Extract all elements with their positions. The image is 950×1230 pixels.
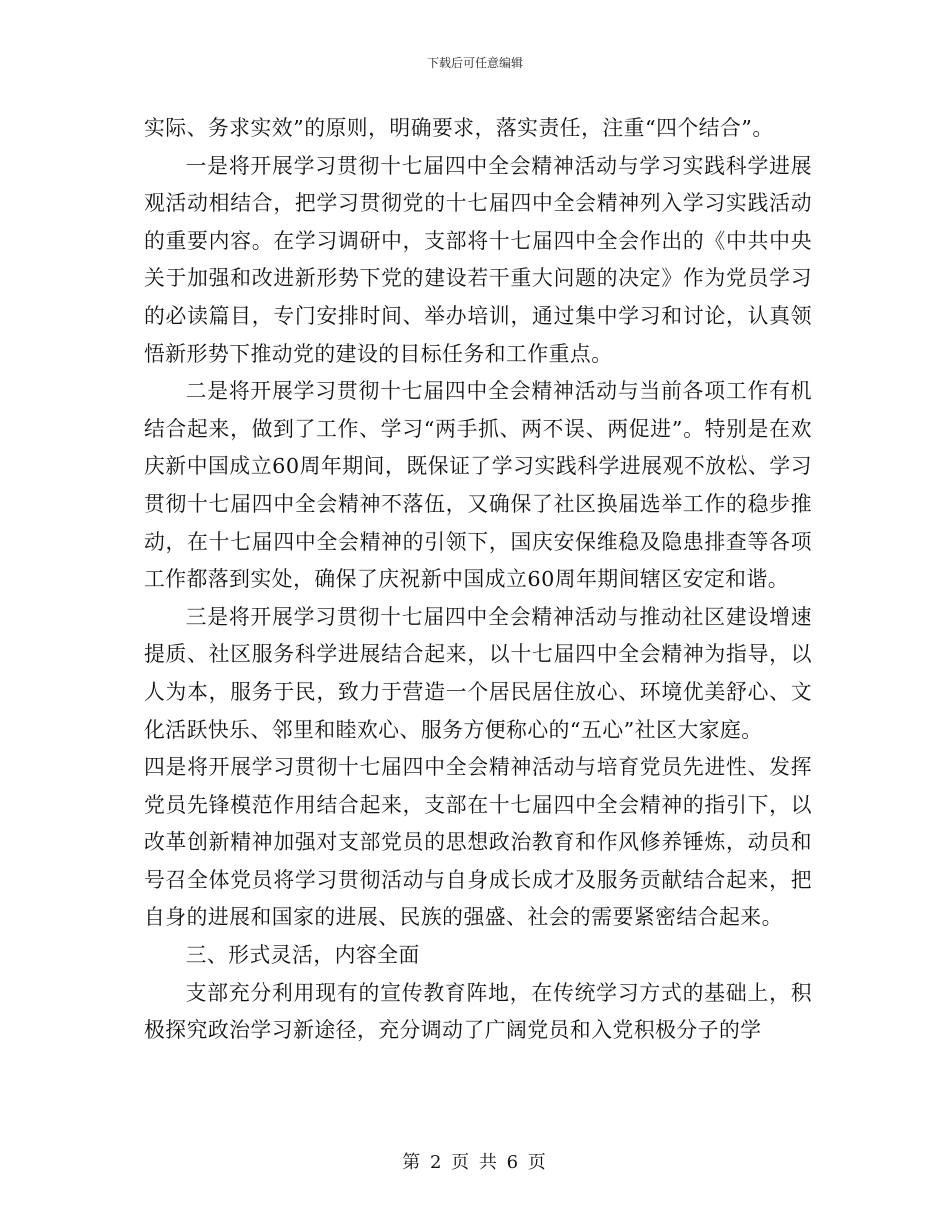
section-heading: 三、形式灵活，内容全面 — [185, 943, 420, 968]
paragraph: 实际、务求实效”的原则，明确要求，落实责任，注重“四个结合”。 — [144, 116, 774, 140]
document-body — [144, 110, 812, 1050]
page-footer: 第 2 页 共 6 页 — [402, 1152, 548, 1173]
page-header: 下载后可任意编辑 — [426, 56, 523, 70]
paragraph: 支部充分利用现有的宣传教育阵地，在传统学习方式的基础上，积极探究政治学习新途径，充分调动了广阔党员和入党积极分子的学 — [144, 980, 812, 1043]
paragraph: 二是将开展学习贯彻十七届四中全会精神活动与当前各项工作有机结合起来，做到了工作、学习“两手抓、两不误、两促进”。特别是在欢庆新中国成立60周年期间，既保证了学习实践科学进展观不放松、学习贯彻十七届四中全会精神不落伍，又确保了社区换届选举工作的稳步推动，在十七届四中全会精神的引领下，国庆安保维稳及隐患排查等各项工作都落到实处，确保了庆祝新中国成立60周年期间辖区安定和谐。 — [144, 379, 812, 592]
paragraph: 一是将开展学习贯彻十七届四中全会精神活动与学习实践科学进展观活动相结合，把学习贯彻党的十七届四中全会精神列入学习实践活动的重要内容。在学习调研中，支部将十七届四中全会作出的《中共中央关于加强和改进新形势下党的建设若干重大问题的决定》作为党员学习的必读篇目，专门安排时间、举办培训，通过集中学习和讨论，认真领悟新形势下推动党的建设的目标任务和工作重点。 — [144, 153, 812, 366]
paragraph: 三是将开展学习贯彻十七届四中全会精神活动与推动社区建设增速提质、社区服务科学进展结合起来，以十七届四中全会精神为指导，以人为本，服务于民，致力于营造一个居民居住放心、环境优美舒心、文化活跃快乐、邻里和睦欢心、服务方便称心的“五心”社区大家庭。 — [144, 604, 812, 742]
paragraph: 四是将开展学习贯彻十七届四中全会精神活动与培育党员先进性、发挥党员先锋模范作用结合起来，支部在十七届四中全会精神的指引下，以改革创新精神加强对支部党员的思想政治教育和作风修养锤炼，动员和号召全体党员将学习贯彻活动与自身成长成才及服务贡献结合起来，把自身的进展和国家的进展、民族的强盛、社会的需要紧密结合起来。 — [144, 755, 812, 930]
